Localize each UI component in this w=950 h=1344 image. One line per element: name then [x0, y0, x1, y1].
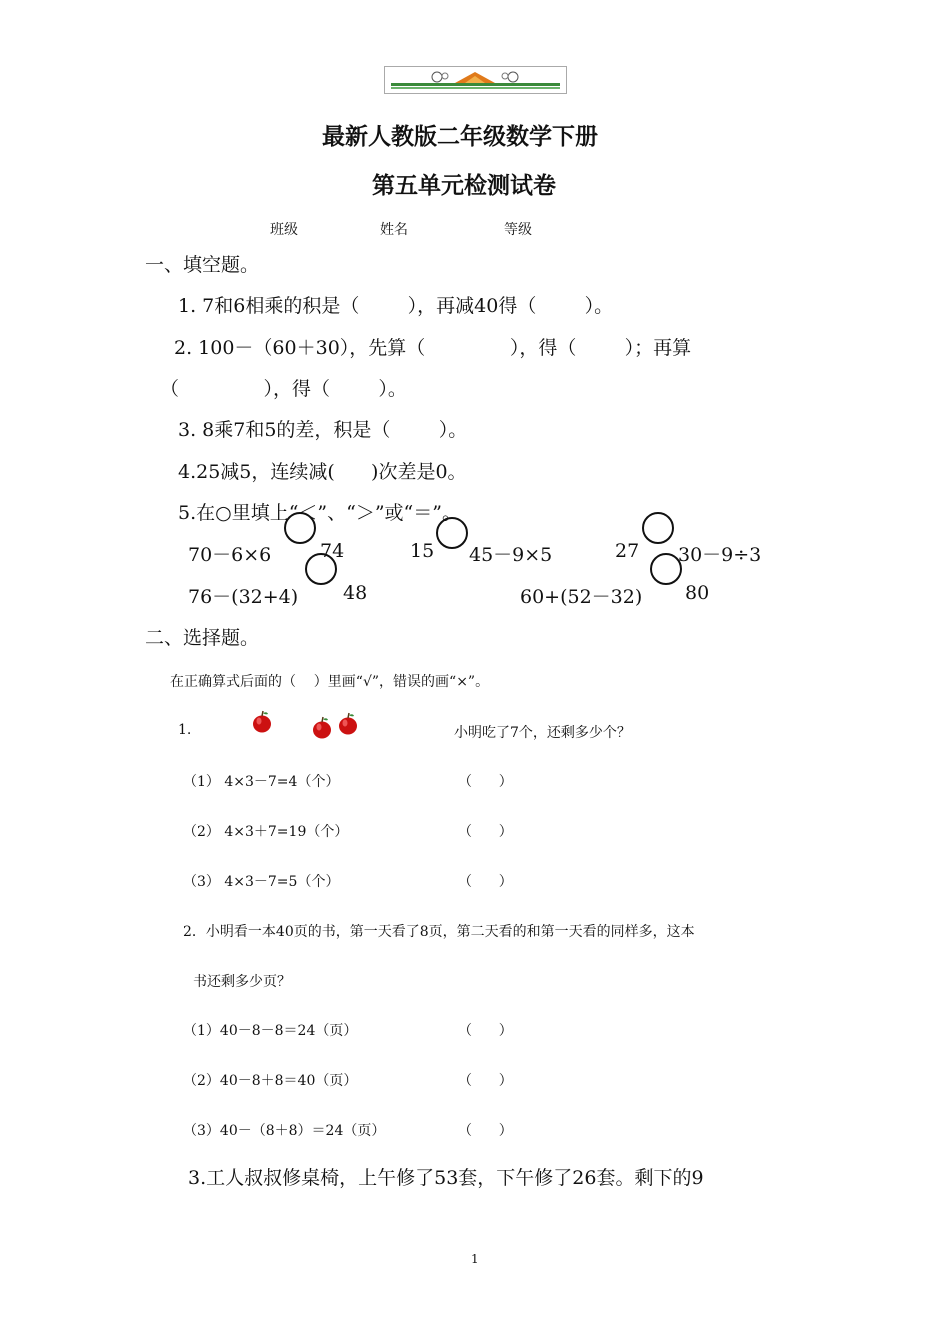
page-number: 1 [471, 1252, 479, 1266]
choice-q2-option-1: （1）40－8－8＝24（页） [183, 1023, 358, 1039]
section1-heading: 一、填空题。 [145, 254, 260, 276]
choice-q1-number: 1. [178, 722, 192, 738]
answer-circle-b[interactable] [436, 517, 468, 549]
expr-b-left: 15 [410, 540, 435, 562]
choice-q1-option-1: （1） 4×3－7=4（个） [183, 774, 340, 790]
choice-q2-line1: 2．小明看一本40页的书，第一天看了8页，第二天看的和第一天看的同样多，这本 [183, 924, 695, 940]
fill-q1: 1. 7和6相乘的积是（ ），再减40得（ ）。 [178, 295, 614, 317]
fill-q2-line1: 2. 100－（60＋30），先算（ ），得（ ）；再算 [174, 337, 692, 359]
apple-icon [252, 710, 272, 733]
choice-q1-question: 小明吃了7个，还剩多少个？ [454, 725, 631, 741]
choice-q2-option-3: （3）40－（8＋8）＝24（页） [183, 1123, 386, 1139]
expr-c-left: 27 [615, 540, 640, 562]
expr-d-right: 48 [343, 582, 368, 604]
expr-e-left: 60+(52－32) [520, 586, 643, 608]
expr-e-right: 80 [685, 582, 710, 604]
expr-b-right: 45－9×5 [469, 544, 553, 566]
fill-q3: 3. 8乘7和5的差，积是（ ）。 [178, 419, 468, 441]
answer-paren[interactable]: （ ） [458, 824, 513, 840]
answer-circle-c[interactable] [642, 512, 674, 544]
answer-paren[interactable]: （ ） [458, 1073, 513, 1089]
answer-circle-a[interactable] [284, 512, 316, 544]
expr-d-left: 76－(32+4) [188, 586, 299, 608]
expr-c-right: 30－9÷3 [678, 544, 762, 566]
name-label: 姓名 [380, 222, 408, 238]
choice-q1-option-2: （2） 4×3＋7=19（个） [183, 824, 349, 840]
header-logo [384, 66, 567, 94]
class-label: 班级 [270, 222, 298, 238]
choice-q1-option-3: （3） 4×3－7=5（个） [183, 874, 340, 890]
fill-q5: 5.在○里填上“＜”、“＞”或“＝”。 [178, 502, 461, 524]
fill-q4: 4.25减5，连续减( )次差是0。 [178, 461, 467, 483]
answer-circle-e[interactable] [650, 553, 682, 585]
answer-paren[interactable]: （ ） [458, 1023, 513, 1039]
choice-q3: 3.工人叔叔修桌椅，上午修了53套，下午修了26套。剩下的9 [188, 1167, 704, 1189]
choice-q2-option-2: （2）40－8＋8＝40（页） [183, 1073, 358, 1089]
apple-icon [312, 716, 332, 739]
answer-paren[interactable]: （ ） [458, 874, 513, 890]
expr-a-left: 70－6×6 [188, 544, 272, 566]
answer-paren[interactable]: （ ） [458, 1123, 513, 1139]
fill-q2-line2: （ ），得（ ）。 [160, 378, 407, 400]
answer-circle-d[interactable] [305, 553, 337, 585]
apple-icon [338, 712, 358, 735]
section2-heading: 二、选择题。 [145, 627, 260, 649]
answer-paren[interactable]: （ ） [458, 774, 513, 790]
section2-instruction: 在正确算式后面的（ ）里画“√”，错误的画“×”。 [170, 674, 490, 690]
page-title: 最新人教版二年级数学下册 [322, 124, 598, 150]
expr-a-right: 74 [320, 540, 345, 562]
choice-q2-line2: 书还剩多少页？ [193, 974, 291, 990]
grade-label: 等级 [504, 222, 532, 238]
page-subtitle: 第五单元检测试卷 [372, 173, 556, 199]
